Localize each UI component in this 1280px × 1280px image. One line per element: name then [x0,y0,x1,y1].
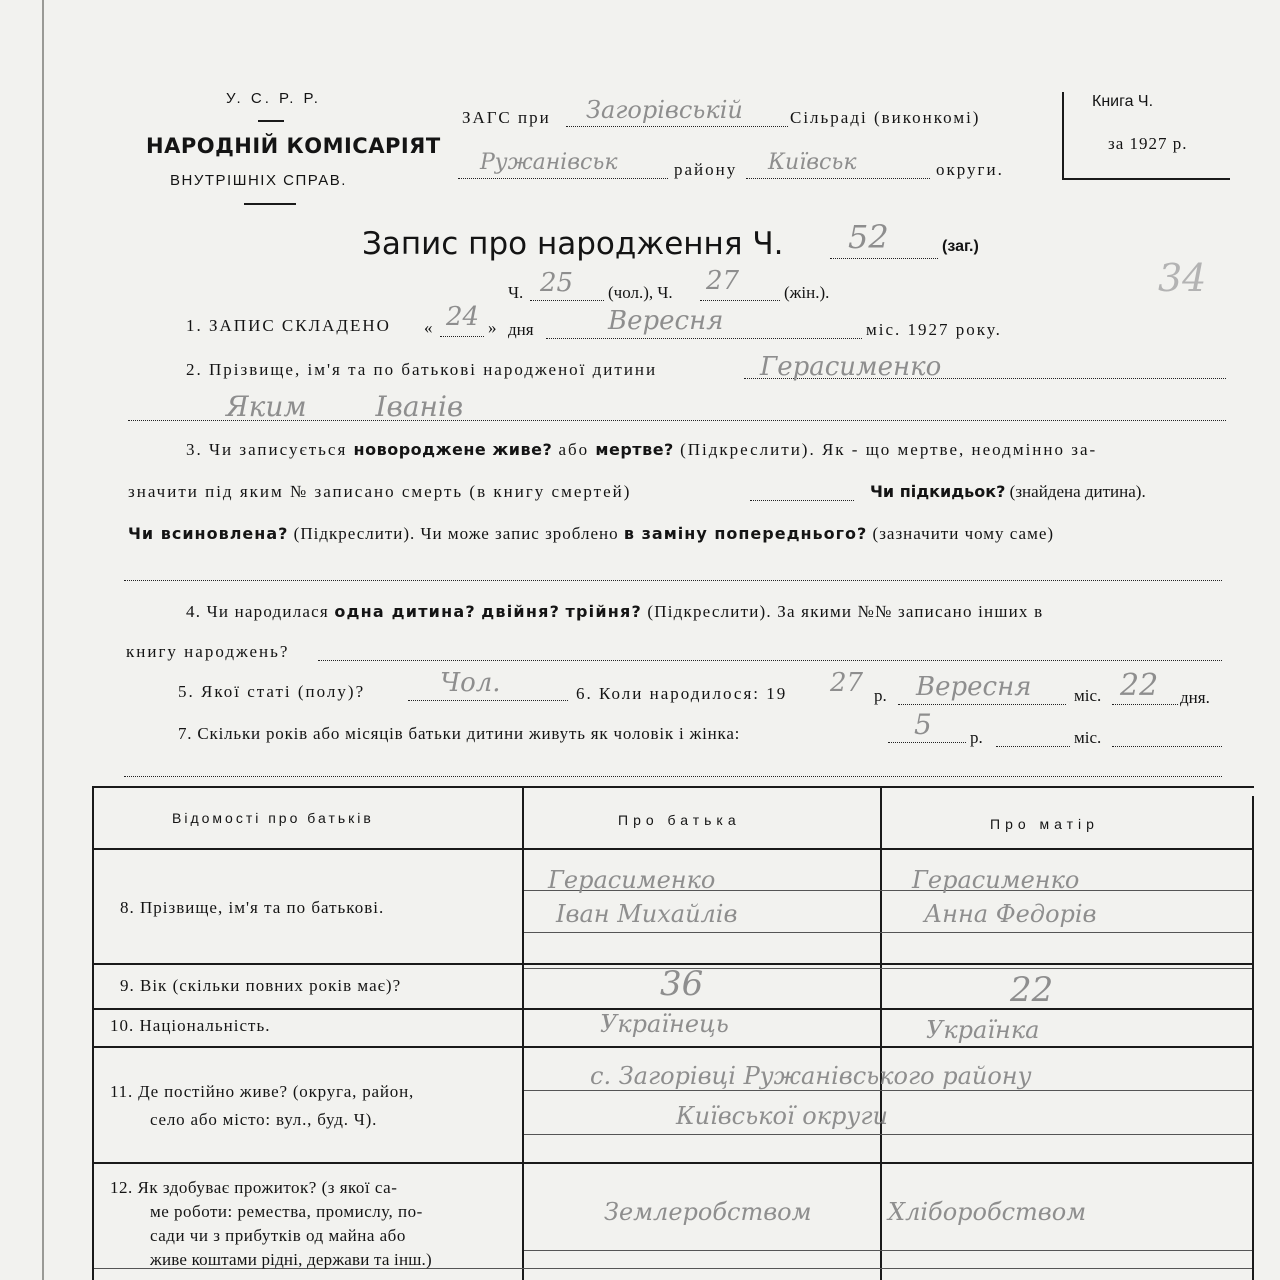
fill-line [408,700,568,701]
book-box-edge [1062,178,1230,180]
fill-line [440,336,484,337]
father-livelihood-handwritten: Землеробством [604,1198,812,1226]
quote-open: « [424,318,433,337]
zags-place-handwritten: Загорівській [586,96,743,124]
row-livelihood-label-1: 12. Як здобуває прожиток? (з якої са- [110,1178,398,1197]
q3-adopted-note: (Підкреслити). Чи може запис зроблено [293,524,619,543]
q7-label: 7. Скільки років або місяців батьки дитини живуть як чоловік і жінка: [178,724,741,743]
writing-line [524,968,1252,969]
department-label: ВНУТРІШНІХ СПРАВ. [170,172,347,189]
fill-line [888,742,966,743]
q6-year-label: р. [874,686,887,705]
header-parents-info: Відомості про батьків [172,810,374,826]
writing-line [524,1250,1252,1251]
okruga-handwritten: Київськ [768,150,857,175]
book-label: Книга Ч. [1092,93,1154,110]
book-year: за 1927 р. [1108,134,1188,153]
q3-line3 [128,524,1054,544]
q3-option-adopted: Чи всиновлена? [128,524,289,543]
q7-years-label: р. [970,728,983,747]
female-label: (жін.). [784,283,830,302]
birth-day-handwritten: 22 [1120,668,1159,703]
q1-day-handwritten: 24 [446,302,480,332]
zags-prefix: ЗАГС при [462,108,551,127]
q3-option-replacement: в заміну попереднього? [623,524,868,543]
q6-month-label: міс. [1074,686,1102,705]
birth-year-handwritten: 27 [830,668,864,698]
row-divider [94,1046,1252,1048]
book-box-edge [1062,92,1064,180]
female-number-handwritten: 27 [706,266,740,296]
writing-line [524,1090,1252,1091]
mother-age-handwritten: 22 [1010,970,1054,1010]
sub-prefix: Ч. [508,283,524,302]
row-residence-label-2: село або місто: вул., буд. Ч). [150,1110,378,1129]
q3-number: 3. Чи записується [186,440,348,459]
fill-line [566,126,788,127]
row-livelihood-label-4: живе коштами рідні, держави та інш.) [150,1250,432,1269]
table-border [1252,796,1254,1280]
mother-livelihood-handwritten: Хліборобством [888,1198,1087,1226]
q3-line2: значити під яким № записано смерть (в книгу смертей) [128,482,632,501]
male-number-handwritten: 25 [540,268,574,298]
row-residence-label-1: 11. Де постійно живе? (округа, район, [110,1082,415,1101]
q1-label: 1. ЗАПИС СКЛАДЕНО [186,316,391,335]
fill-line [746,178,930,179]
fill-line [458,178,668,179]
sex-handwritten: Чол. [440,668,501,698]
marriage-years-handwritten: 5 [914,708,932,741]
child-given-handwritten: Яким Іванів [226,390,464,423]
district-handwritten: Ружанівськ [480,150,618,175]
q5-label: 5. Якої статі (полу)? [178,682,366,701]
divider [258,120,284,122]
q3-option-foundling: Чи підкидьок? [870,482,1006,501]
okruga-label: округи. [936,160,1004,179]
fill-line [750,500,854,501]
mother-surname-handwritten: Герасименко [912,866,1080,894]
q1-day-label: дня [508,320,534,339]
male-label: (чол.), Ч. [608,283,673,302]
q3-option-dead: мертве? [595,440,674,459]
q4-option-single: одна дитина? [334,602,476,621]
republic-label: У. С. Р. Р. [226,90,321,107]
row-name-label: 8. Прізвище, ім'я та по батькові. [120,898,385,917]
q1-month-label: міс. 1927 року. [866,320,1002,339]
q4-option-triplets: трійня? [565,602,642,621]
quote-close: » [488,318,497,337]
row-livelihood-label-3: сади чи з прибутків од майна або [150,1226,406,1245]
row-divider [94,1162,1252,1164]
header-divider [94,848,1252,850]
q3-foundling [870,482,1146,502]
writing-line [524,1134,1252,1135]
q3-option-alive: новороджене живе? [353,440,553,459]
q6-day-label: дня. [1180,688,1210,707]
fill-line [700,300,780,301]
fill-line [318,660,1222,661]
fill-line [530,300,604,301]
fill-line [830,258,938,259]
record-suffix: (заг.) [942,238,979,255]
q6-label: 6. Коли народилося: 19 [576,684,788,703]
left-margin-edge [42,0,44,1280]
fill-line [124,580,1222,581]
fill-line [546,338,862,339]
residence-line2-handwritten: Київської округи [676,1102,888,1130]
row-nationality-label: 10. Національність. [110,1016,271,1035]
record-title: Запис про народження Ч. [362,226,784,262]
q3-or: або [558,440,590,459]
divider [244,203,296,205]
margin-note: 34 [1158,256,1207,300]
commissariat-title: НАРОДНІЙ КОМІСАРІЯТ [146,134,441,158]
father-surname-handwritten: Герасименко [548,866,716,894]
column-divider [880,788,882,1280]
q3-replacement-note: (зазначити чому саме) [872,524,1055,543]
q3-instruction: (Підкреслити). Як - що мертве, неодмінно за- [680,440,1098,459]
header-mother: Про матір [990,816,1099,832]
fill-line [1112,704,1178,705]
q4-instruction: (Підкреслити). За якими №№ записано інших в [647,602,1044,621]
fill-line [898,704,1066,705]
q4-number: 4. Чи народилася [186,602,329,621]
father-nationality-handwritten: Українець [600,1010,729,1038]
zags-suffix: Сільраді (виконкомі) [790,108,981,127]
district-label: району [674,160,738,179]
father-age-handwritten: 36 [660,964,704,1004]
q4-option-twins: двійня? [481,602,561,621]
fill-line [1112,746,1222,747]
table-border [92,786,94,1280]
table-border [92,786,1254,788]
record-number-handwritten: 52 [848,218,889,256]
header-father: Про батька [618,812,741,828]
q4-text [186,602,1043,622]
child-surname-handwritten: Герасименко [760,352,942,382]
q1-month-handwritten: Вересня [608,306,724,336]
row-livelihood-label-2: ме роботи: ремества, промислу, по- [150,1202,423,1221]
mother-nationality-handwritten: Українка [926,1016,1040,1044]
q2-label: 2. Прізвище, ім'я та по батькові народженої дитини [186,360,658,379]
row-age-label: 9. Вік (скільки повних років має)? [120,976,402,995]
q7-months-label: міс. [1074,728,1102,747]
column-divider [522,788,524,1280]
father-name-handwritten: Іван Михайлів [556,900,738,928]
q4-line2: книгу народжень? [126,642,290,661]
mother-name-handwritten: Анна Федорів [924,900,1097,928]
q3-text [186,440,1097,460]
fill-line [996,746,1070,747]
fill-line [124,776,1222,777]
residence-line1-handwritten: с. Загорівці Ружанівського району [590,1062,1032,1090]
writing-line [524,932,1252,933]
birth-month-handwritten: Вересня [916,672,1032,702]
q3-foundling-note: (знайдена дитина). [1009,482,1146,501]
